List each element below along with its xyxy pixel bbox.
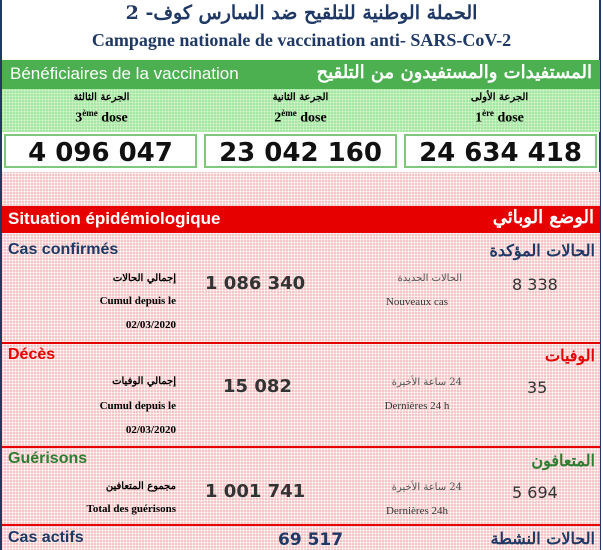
dose-header-first: الجرعة الأولى 1ère dose: [470, 92, 529, 126]
deaths-title-fr: Décès: [8, 346, 56, 363]
dose-third-value: 4 096 047: [4, 134, 197, 168]
dose-first-value: 24 634 418: [404, 134, 597, 168]
confirmed-title-fr: Cas confirmés: [8, 241, 119, 258]
confirmed-total: 1 086 340: [205, 273, 306, 294]
deaths-new-label-ar: 24 ساعة الأخيرة: [391, 377, 462, 388]
deaths-title-ar: الوفيات: [545, 346, 595, 365]
active-title-ar: الحالات النشطة: [490, 529, 595, 548]
confirmed-cumul-fr: Cumul depuis le: [99, 295, 176, 307]
recovered-new-value: 5 694: [512, 483, 558, 502]
epidemic-header: [2, 206, 600, 233]
title-french: Campagne nationale de vaccination anti- SARS-CoV-2: [91, 30, 512, 50]
dose-values: [2, 134, 600, 170]
title-arabic: الحملة الوطنية للتلقيح ضد السارس كوف- 2: [125, 2, 478, 24]
deaths-cumul-fr: Cumul depuis le: [99, 400, 176, 412]
deaths-cumul-ar: إجمالي الوفيات: [112, 376, 176, 387]
recovered-total: 1 001 741: [205, 481, 306, 502]
confirmed-cumul-date: 02/03/2020: [125, 319, 176, 331]
deaths-cumul-date: 02/03/2020: [125, 424, 176, 436]
deaths-new-value: 35: [527, 378, 548, 397]
active-title-fr: Cas actifs: [8, 529, 84, 546]
recovered-title-fr: Guérisons: [8, 450, 88, 467]
confirmed-title-ar: الحالات المؤكدة: [489, 241, 595, 260]
confirmed-new-value: 8 338: [512, 275, 558, 294]
divider-recovered: [2, 446, 600, 448]
deaths-total: 15 082: [223, 376, 292, 397]
dose-header-second: الجرعة الثانية 2ème dose: [272, 92, 329, 126]
epidemic-label-ar: الوضع الوبائي: [492, 207, 594, 228]
divider-deaths: [2, 342, 600, 344]
recovered-cumul-fr: Total des guérisons: [86, 503, 176, 515]
active-total: 69 517: [278, 530, 344, 550]
recovered-cumul-ar: مجموع المتعافين: [105, 481, 176, 492]
confirmed-new-label-ar: الحالات الجديدة: [397, 273, 462, 284]
epidemic-label-fr: Situation épidémiologique: [8, 209, 221, 228]
recovered-new-label-ar: 24 ساعة الأخيرة: [391, 482, 462, 493]
vaccination-header: [2, 60, 600, 89]
recovered-new-label-fr: Dernières 24h: [385, 505, 448, 517]
dose-headers: [2, 89, 600, 132]
dose-header-third: الجرعة الثالثة 3ème dose: [73, 92, 130, 126]
confirmed-new-label-fr: Nouveaux cas: [385, 296, 448, 308]
recovered-title-ar: المتعافون: [531, 451, 595, 470]
divider-active: [2, 524, 600, 526]
dose-second-value: 23 042 160: [204, 134, 397, 168]
vaccination-label-ar: المستفيدات والمستفيدون من التلقيح: [316, 62, 592, 83]
confirmed-cumul-ar: إجمالي الحالات: [112, 273, 176, 284]
vaccination-label-fr: Bénéficiaires de la vaccination: [10, 64, 239, 83]
deaths-new-label-fr: Dernières 24 h: [384, 400, 450, 412]
